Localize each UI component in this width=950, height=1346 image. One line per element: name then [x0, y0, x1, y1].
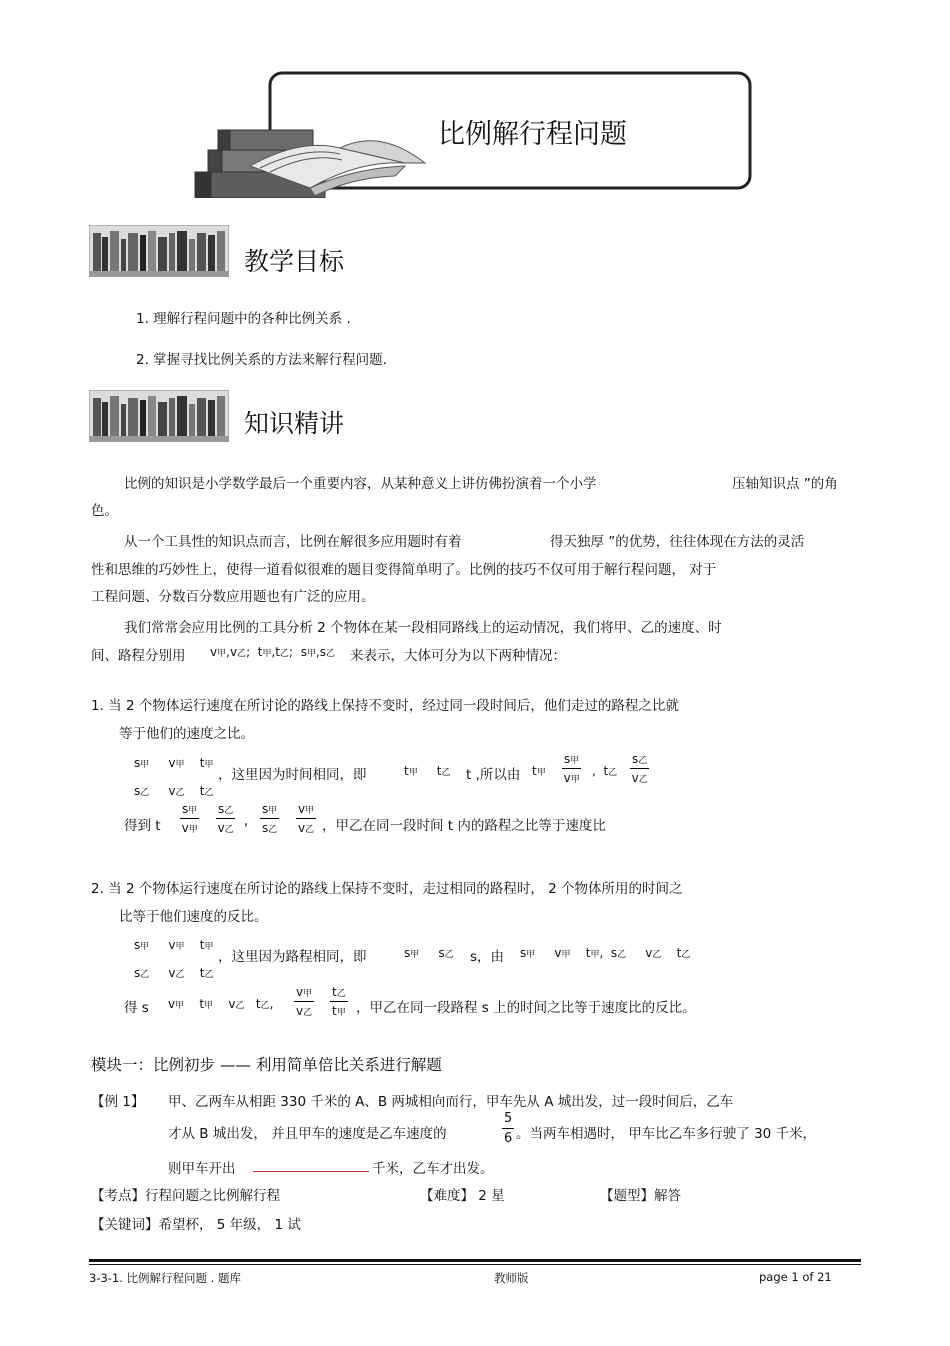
paragraph-text: 色。 — [91, 503, 118, 519]
paragraph-text: 得天独厚 ”的优势，往往体现在方法的灵活 — [550, 534, 805, 550]
formula-text: ，这里因为路程相同，即 — [218, 949, 367, 965]
paragraph-text: 来表示，大体可分为以下两种情况： — [350, 648, 566, 664]
bookshelf-icon — [89, 390, 229, 442]
formula-text: s，由 — [470, 949, 505, 965]
formula: t甲 t乙 — [404, 764, 451, 778]
formula-text: 得到 t — [124, 818, 161, 834]
formula-text: ，甲乙在同一段时间 t 内的路程之比等于速度比 — [322, 818, 606, 834]
case1-line1: 1. 当 2 个物体运行速度在所讨论的路线上保持不变时，经过同一段时间后，他们走过的路程之比就 — [91, 698, 679, 714]
fraction: s甲 v甲 — [563, 752, 580, 785]
footer-center: 教师版 — [494, 1271, 529, 1285]
keywords: 【关键词】希望杯， 5 年级， 1 试 — [91, 1217, 301, 1233]
formula-text: ，这里因为时间相同，即 — [218, 767, 367, 783]
paragraph-text: 比例的知识是小学数学最后一个重要内容，从某种意义上讲仿佛扮演着一个小学 — [124, 476, 597, 492]
case2-line2: 比等于他们速度的反比。 — [119, 909, 268, 925]
footer-left: 3-3-1. 比例解行程问题 . 题库 — [89, 1271, 242, 1285]
formula: t甲 — [532, 764, 546, 778]
nandu: 【难度】 2 星 — [420, 1188, 505, 1204]
example-line2b: 。当两车相遇时， 甲车比乙车多行驶了 30 千米， — [516, 1126, 817, 1142]
fraction: s乙 v乙 — [217, 802, 234, 835]
example-line3a: 则甲车开出 — [168, 1161, 236, 1177]
example-line1: 甲、乙两车从相距 330 千米的 A、B 两城相向而行，甲车先从 A 城出发，过一段时间后，乙车 — [168, 1094, 734, 1110]
paragraph-text: 性和思维的巧妙性上，使得一道看似很难的题目变得简单明了。比例的技巧不仅可用于解行程问题， 对于 — [91, 562, 717, 578]
paragraph-text: 间、路程分别用 — [91, 648, 186, 664]
formula: s甲 v甲 t甲, s乙 v乙 t乙 — [520, 946, 691, 960]
formula: , — [244, 814, 249, 829]
formula-text: t ,所以由 — [466, 767, 521, 783]
formula-text: 得 s — [124, 1000, 149, 1016]
paragraph-text: 从一个工具性的知识点而言，比例在解很多应用题时有着 — [124, 534, 462, 550]
paragraph-text: 工程问题、分数百分数应用题也有广泛的应用。 — [91, 589, 375, 605]
formula: , t乙 — [592, 764, 618, 778]
formula-text: ，甲乙在同一段路程 s 上的时间之比等于速度比的反比。 — [356, 1000, 696, 1016]
case2-line1: 2. 当 2 个物体运行速度在所讨论的路线上保持不变时，走过相同的路程时， 2 个物体所用的时间之 — [91, 881, 683, 897]
module-heading: 模块一：比例初步 —— 利用简单倍比关系进行解题 — [91, 1056, 442, 1074]
fraction: v甲 v乙 — [296, 985, 313, 1018]
example-line3b: 千米，乙车才出发。 — [372, 1161, 494, 1177]
fraction: s甲 s乙 — [262, 802, 278, 835]
fraction: s乙 v乙 — [631, 752, 648, 785]
bookshelf-icon — [89, 225, 229, 277]
kaodian: 【考点】行程问题之比例解行程 — [91, 1188, 280, 1204]
footer-rule-thin — [89, 1264, 861, 1265]
tixing: 【题型】解答 — [600, 1188, 681, 1204]
section-title-goals: 教学目标 — [244, 247, 345, 276]
footer-rule — [89, 1259, 861, 1262]
fraction: v甲 v乙 — [298, 802, 315, 835]
footer-right: page 1 of 21 — [759, 1270, 832, 1284]
paragraph-text: 压轴知识点 ”的角 — [732, 476, 838, 492]
formula: v甲 t甲 v乙 t乙, — [168, 997, 274, 1011]
formula: s甲 s乙 — [404, 946, 454, 960]
example-label: 【例 1】 — [91, 1094, 145, 1110]
math-variables: v甲,v乙; t甲,t乙; s甲,s乙 — [210, 645, 336, 659]
page-title: 比例解行程问题 — [438, 119, 627, 150]
answer-blank[interactable] — [253, 1157, 369, 1172]
fraction-5-6: $\frac{5}{6}$ — [504, 1111, 513, 1146]
fraction: s甲 v甲 — [181, 802, 198, 835]
formula: s甲 v甲 t甲 s乙 v乙 t乙 — [134, 938, 214, 980]
goal-item-2: 2. 掌握寻找比例关系的方法来解行程问题. — [136, 352, 387, 368]
section-title-knowledge: 知识精讲 — [244, 409, 345, 438]
case1-line2: 等于他们的速度之比。 — [119, 726, 254, 742]
paragraph-text: 我们常常会应用比例的工具分析 2 个物体在某一段相同路线上的运动情况，我们将甲、乙的速度、时 — [124, 620, 722, 636]
example-line2a: 才从 B 城出发， 并且甲车的速度是乙车速度的 — [168, 1126, 447, 1142]
formula: s甲 v甲 t甲 s乙 v乙 t乙 — [134, 756, 214, 798]
title-banner — [190, 68, 755, 198]
fraction: t乙 t甲 — [332, 985, 346, 1018]
goal-item-1: 1. 理解行程问题中的各种比例关系 . — [136, 311, 351, 327]
